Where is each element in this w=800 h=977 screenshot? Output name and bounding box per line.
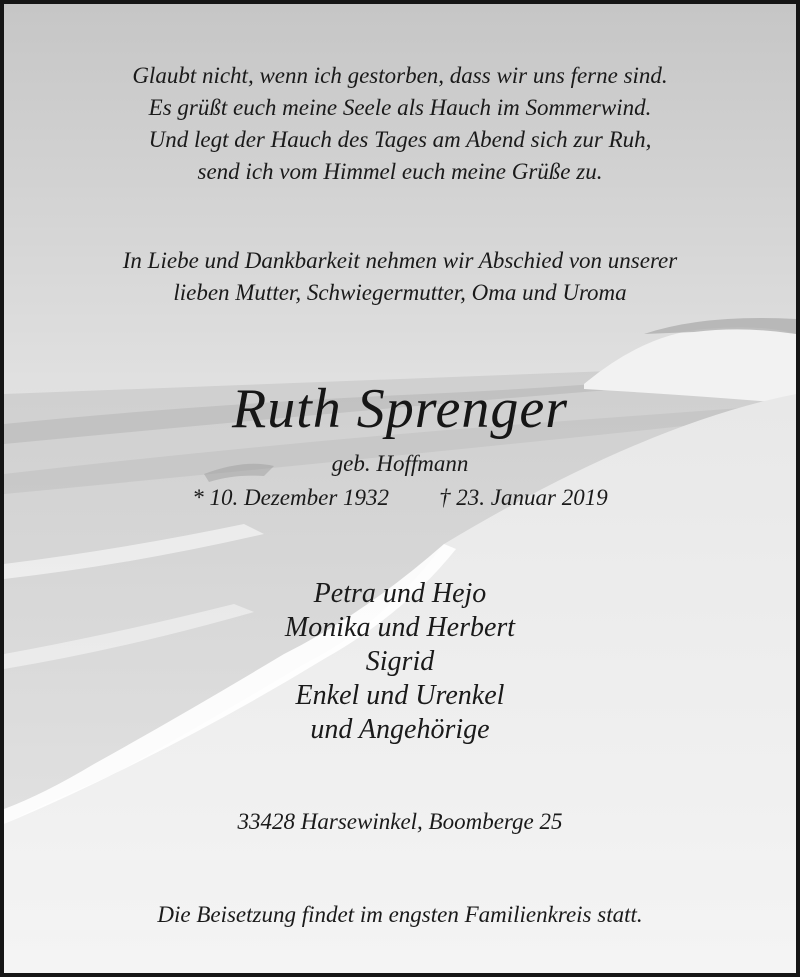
poem-line: send ich vom Himmel euch meine Grüße zu. [197, 159, 603, 184]
family-address: 33428 Harsewinkel, Boomberge 25 [237, 809, 563, 834]
mourner-entry: Petra und Hejo [313, 578, 487, 609]
intro-line: In Liebe und Dankbarkeit nehmen wir Abschied von unserer [122, 248, 678, 273]
burial-note: Die Beisetzung findet im engsten Familienkreis statt. [157, 902, 643, 927]
life-dates [4, 482, 796, 514]
poem-line: Und legt der Hauch des Tages am Abend sich zur Ruh, [148, 127, 652, 152]
intro-line: lieben Mutter, Schwiegermutter, Oma und Uroma [173, 280, 627, 305]
death-date: † 23. Januar 2019 [439, 485, 608, 510]
poem-line: Glaubt nicht, wenn ich gestorben, dass wir uns ferne sind. [132, 63, 668, 88]
mourner-entry: Sigrid [365, 646, 435, 677]
mourner-entry: und Angehörige [310, 714, 490, 745]
birth-date: * 10. Dezember 1932 [192, 485, 390, 510]
mourner-entry: Monika und Herbert [284, 612, 516, 643]
poem-line: Es grüßt euch meine Seele als Hauch im Sommerwind. [148, 95, 652, 120]
maiden-name: geb. Hoffmann [331, 451, 469, 476]
poem [4, 60, 796, 188]
deceased-name: Ruth Sprenger [232, 378, 568, 440]
mourners-list [4, 577, 796, 747]
farewell-intro [4, 245, 796, 309]
mourner-entry: Enkel und Urenkel [295, 680, 505, 711]
